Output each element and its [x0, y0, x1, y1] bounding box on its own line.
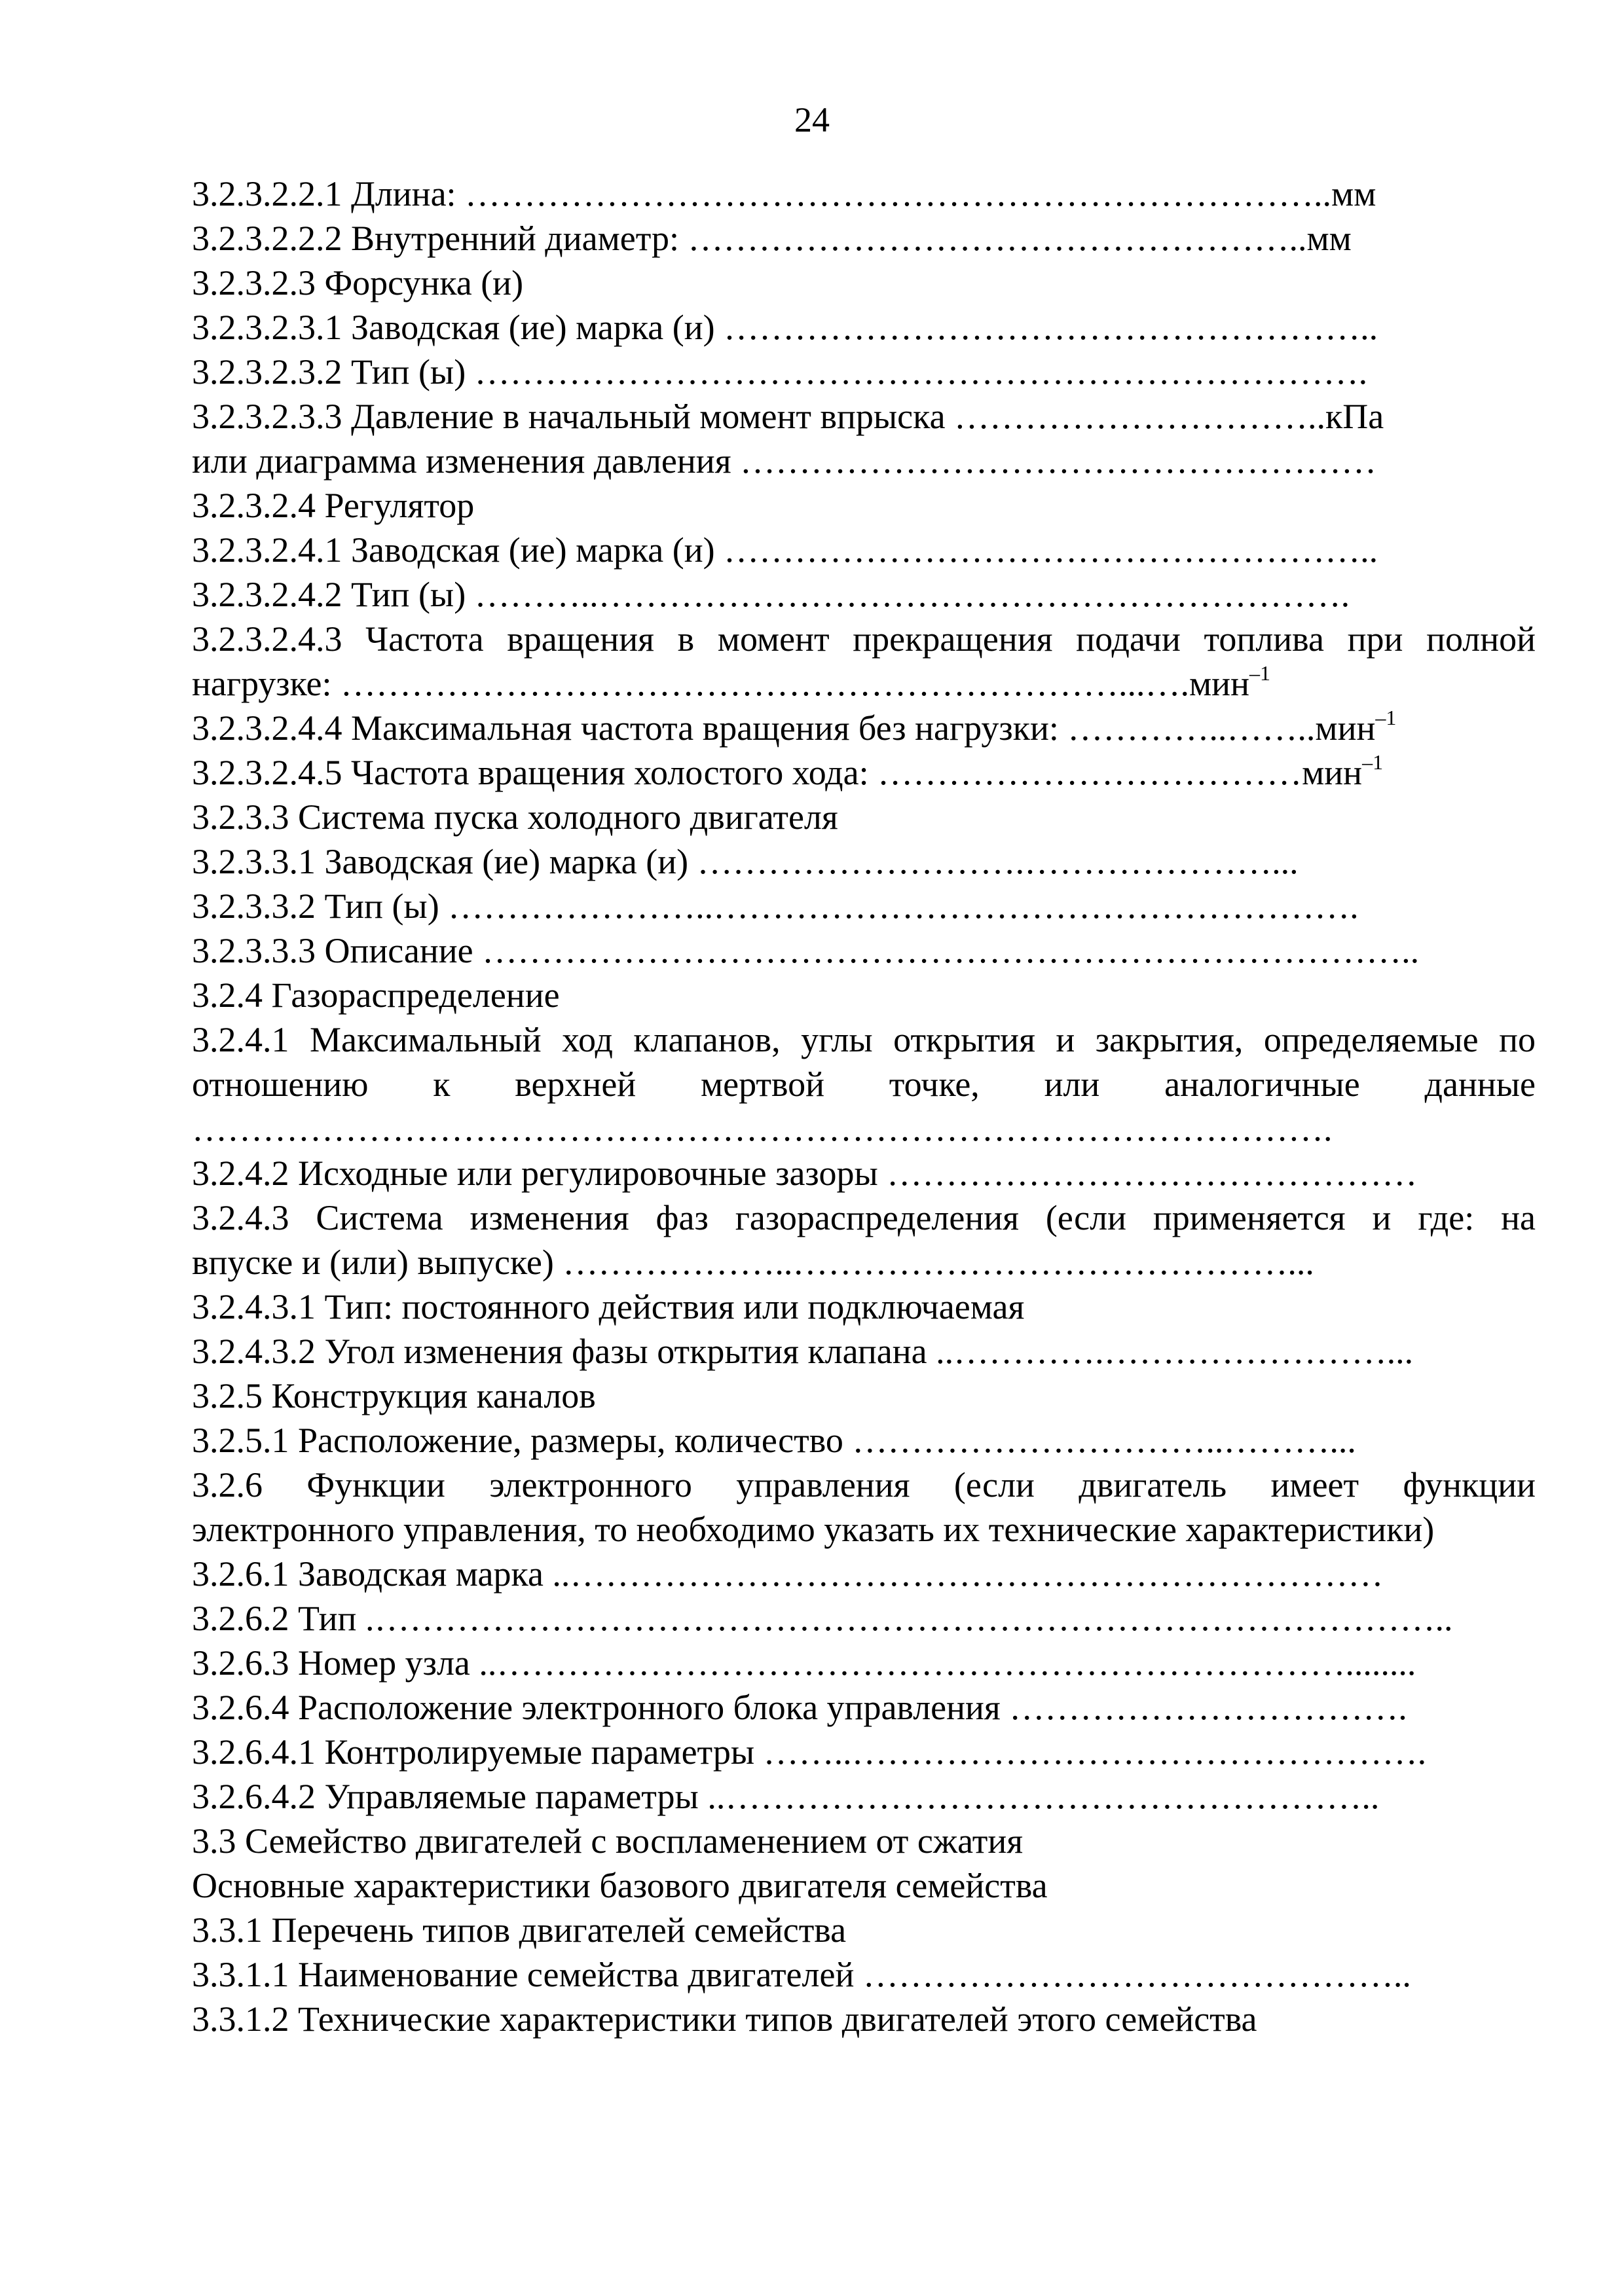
text-line	[192, 1195, 1536, 1240]
line-text: 3.2.6.4.1 Контролируемые параметры ……..………………………………………….	[192, 1732, 1427, 1772]
text-line	[192, 1062, 1536, 1106]
line-text: 3.2.4.3 Система изменения фаз газораспределения (если применяется и где: на	[192, 1198, 1536, 1237]
line-text: 3.2.3.2.4.5 Частота вращения холостого хода: ………………………………мин	[192, 753, 1363, 792]
text-line	[192, 750, 1536, 795]
text-line	[192, 394, 1536, 439]
line-text: 3.2.3.2.3 Форсунка (и)	[192, 263, 524, 302]
text-line	[192, 1774, 1536, 1819]
line-text: 3.2.6.3 Номер узла ..………………………………………………………………........	[192, 1643, 1416, 1683]
text-line	[192, 1596, 1536, 1641]
text-line	[192, 1374, 1536, 1418]
text-line	[192, 1730, 1536, 1774]
text-line	[192, 439, 1536, 483]
text-line	[192, 261, 1536, 305]
text-line	[192, 1908, 1536, 1952]
text-line	[192, 1819, 1536, 1863]
line-text: 3.2.6.4.2 Управляемые параметры ..………………………………………………..	[192, 1777, 1380, 1816]
line-text: 3.2.3.2.3.2 Тип (ы) ………………………………………………………………….	[192, 352, 1368, 392]
line-text: 3.2.3.2.4.1 Заводская (ие) марка (и) ………………………………………………..	[192, 530, 1378, 570]
line-text: 3.2.3.2.2.1 Длина: ………………………………………………………………..мм	[192, 174, 1376, 213]
line-text: Основные характеристики базового двигателя семейства	[192, 1866, 1048, 1905]
line-text: 3.2.3.3.3 Описание ……………………………………………………………………..	[192, 931, 1420, 970]
text-line	[192, 1997, 1536, 2041]
text-line	[192, 1285, 1536, 1329]
text-line	[192, 795, 1536, 839]
text-line	[192, 928, 1536, 973]
line-text: 3.2.3.3.1 Заводская (ие) марка (и) ……………………….…………………...	[192, 842, 1299, 881]
text-line	[192, 1463, 1536, 1507]
line-text: 3.2.4.3.2 Угол изменения фазы открытия клапана ..………….……………………...	[192, 1332, 1414, 1371]
line-text: нагрузке: …………………………………………………………...….мин	[192, 664, 1249, 703]
text-line	[192, 1240, 1536, 1285]
text-line	[192, 1418, 1536, 1463]
line-text: 3.2.5 Конструкция каналов	[192, 1376, 596, 1415]
line-text: 3.2.6.1 Заводская марка ..……………………………………………………………	[192, 1554, 1384, 1594]
unit-exponent: –1	[1362, 750, 1384, 774]
line-text: 3.2.3.2.4 Регулятор	[192, 486, 475, 525]
text-line	[192, 350, 1536, 394]
text-line	[192, 572, 1536, 617]
text-line	[192, 1329, 1536, 1374]
line-text: 3.3.1.1 Наименование семейства двигателей ………………………………………..	[192, 1955, 1411, 1994]
unit-exponent: –1	[1249, 661, 1270, 685]
line-text: 3.2.3.2.3.1 Заводская (ие) марка (и) ………………………………………………..	[192, 308, 1378, 347]
page-number: 24	[794, 100, 830, 139]
document-body	[192, 172, 1536, 2041]
line-text: 3.2.3.2.3.3 Давление в начальный момент впрыска …………………………..кПа	[192, 397, 1384, 436]
line-text: 3.2.3.2.4.2 Тип (ы) ………..……………………………………………………….	[192, 575, 1350, 614]
text-line	[192, 1151, 1536, 1195]
line-text: 3.2.3.2.4.4 Максимальная частота вращения без нагрузки: …………..……..мин	[192, 708, 1376, 748]
line-text: …………………………………………………………………………………….	[192, 1109, 1333, 1148]
text-line	[192, 1863, 1536, 1908]
text-line	[192, 884, 1536, 928]
text-line	[192, 216, 1536, 261]
line-text: 3.2.6 Функции электронного управления (если двигатель имеет функции	[192, 1465, 1536, 1504]
line-text: 3.2.4.2 Исходные или регулировочные зазоры ………………………………………	[192, 1154, 1418, 1193]
line-text: или диаграмма изменения давления ………………………………………………	[192, 441, 1377, 481]
line-text: 3.2.3.2.2.2 Внутренний диаметр: ……………………………………………..мм	[192, 219, 1352, 258]
line-text: 3.2.3.3 Система пуска холодного двигателя	[192, 797, 838, 837]
line-text: 3.2.3.2.4.3 Частота вращения в момент прекращения подачи топлива при полной	[192, 619, 1536, 659]
line-text: 3.2.5.1 Расположение, размеры, количество …………………………..………...	[192, 1421, 1356, 1460]
text-line	[192, 973, 1536, 1017]
text-line	[192, 528, 1536, 572]
text-line	[192, 1017, 1536, 1062]
text-line	[192, 1685, 1536, 1730]
line-text: впуске и (или) выпуске) ………………..……………………………………...	[192, 1243, 1314, 1282]
text-line	[192, 1507, 1536, 1552]
text-line	[192, 706, 1536, 750]
unit-exponent: –1	[1375, 706, 1397, 729]
text-line	[192, 172, 1536, 216]
text-line	[192, 1641, 1536, 1685]
text-line	[192, 1106, 1536, 1151]
text-line	[192, 661, 1536, 706]
text-line	[192, 305, 1536, 350]
line-text: 3.2.4 Газораспределение	[192, 975, 560, 1015]
line-text: 3.2.6.2 Тип .………………………………………………………………………………..	[192, 1599, 1453, 1638]
text-line	[192, 839, 1536, 884]
text-line	[192, 483, 1536, 528]
line-text: электронного управления, то необходимо указать их технические характеристики)	[192, 1510, 1435, 1549]
line-text: 3.3.1 Перечень типов двигателей семейства	[192, 1910, 847, 1950]
line-text: 3.2.4.3.1 Тип: постоянного действия или подключаемая	[192, 1287, 1025, 1326]
line-text: 3.3.1.2 Технические характеристики типов двигателей этого семейства	[192, 1999, 1257, 2039]
line-text: 3.2.3.3.2 Тип (ы) …………………..……………………………………………….	[192, 886, 1359, 926]
line-text: 3.2.6.4 Расположение электронного блока управления …………………………….	[192, 1688, 1407, 1727]
text-line	[192, 1952, 1536, 1997]
text-line	[192, 617, 1536, 661]
text-line	[192, 1552, 1536, 1596]
line-text: 3.2.4.1 Максимальный ход клапанов, углы открытия и закрытия, определяемые по	[192, 1020, 1536, 1059]
line-text: 3.3 Семейство двигателей с воспламенением от сжатия	[192, 1821, 1024, 1861]
line-text: отношению к верхней мертвой точке, или аналогичные данные	[192, 1065, 1536, 1104]
